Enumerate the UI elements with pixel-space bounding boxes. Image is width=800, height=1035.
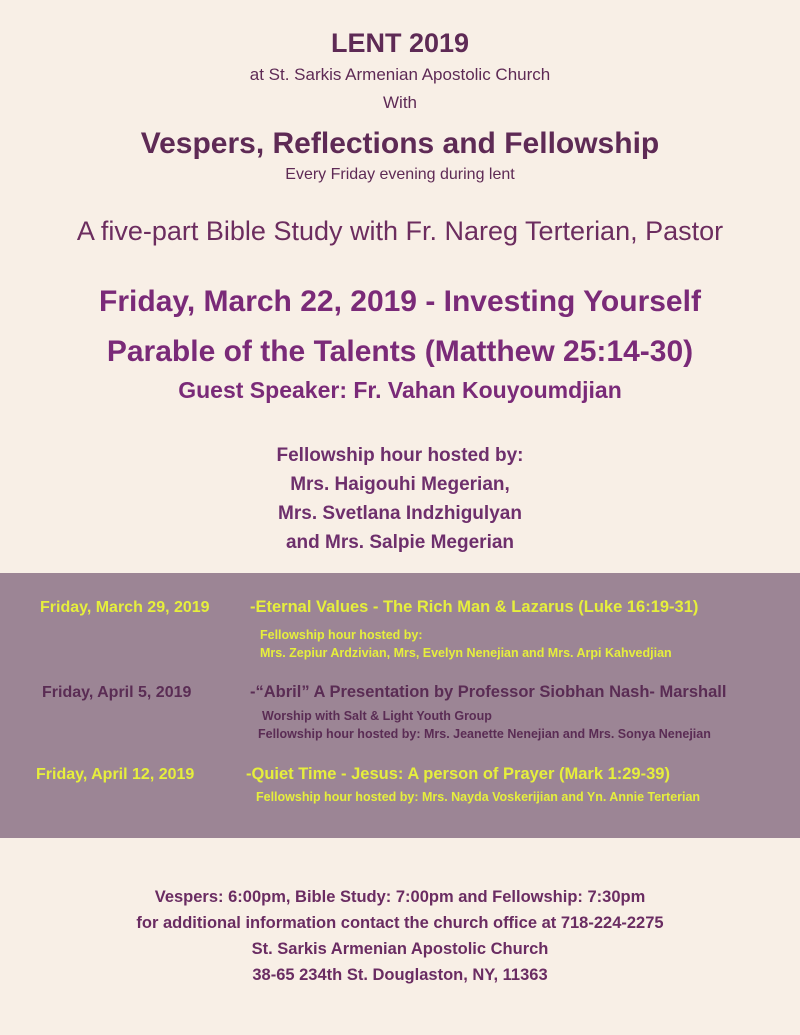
footer-contact: for additional information contact the church office at 718-224-2275 <box>136 914 664 932</box>
event-title: -“Abril” A Presentation by Professor Siobhan Nash- Marshall <box>250 683 727 701</box>
upcoming-events-band <box>0 573 800 838</box>
series-title: Vespers, Reflections and Fellowship <box>140 127 660 160</box>
feature-subtitle: Parable of the Talents (Matthew 25:14-30) <box>106 335 694 368</box>
footer-church: St. Sarkis Armenian Apostolic Church <box>251 940 549 958</box>
host-name: Mrs. Haigouhi Megerian, <box>290 474 510 495</box>
flyer-title: LENT 2019 <box>330 28 470 58</box>
host-name: and Mrs. Salpie Megerian <box>285 532 515 553</box>
event-date: Friday, March 29, 2019 <box>40 599 210 616</box>
event-note: Fellowship hour hosted by: <box>260 628 423 642</box>
feature-guest-speaker: Guest Speaker: Fr. Vahan Kouyoumdjian <box>178 377 622 403</box>
event-date: Friday, April 12, 2019 <box>36 766 195 783</box>
event-note: Mrs. Zepiur Ardzivian, Mrs, Evelyn Nenejian and Mrs. Arpi Kahvedjian <box>260 646 672 660</box>
schedule-line: Every Friday evening during lent <box>285 166 515 183</box>
with-line: With <box>383 93 417 112</box>
event-title: -Eternal Values - The Rich Man & Lazarus (Luke 16:19-31) <box>250 598 699 616</box>
footer-address: 38-65 234th St. Douglaston, NY, 11363 <box>252 966 548 984</box>
event-note: Fellowship hour hosted by: Mrs. Jeanette Nenejian and Mrs. Sonya Nenejian <box>258 727 711 741</box>
bible-study-line: A five-part Bible Study with Fr. Nareg Terterian, Pastor <box>76 216 724 246</box>
feature-hosts <box>0 441 800 557</box>
event-note: Worship with Salt & Light Youth Group <box>262 709 492 723</box>
event-date: Friday, April 5, 2019 <box>42 684 192 701</box>
venue-line: at St. Sarkis Armenian Apostolic Church <box>249 65 551 84</box>
event-title: -Quiet Time - Jesus: A person of Prayer (Mark 1:29-39) <box>246 765 670 783</box>
feature-date-title: Friday, March 22, 2019 - Investing Yourself <box>99 285 701 318</box>
footer-times: Vespers: 6:00pm, Bible Study: 7:00pm and Fellowship: 7:30pm <box>154 888 646 906</box>
footer-info <box>0 884 800 988</box>
event-note: Fellowship hour hosted by: Mrs. Nayda Voskerijian and Yn. Annie Terterian <box>256 790 701 804</box>
host-name: Mrs. Svetlana Indzhigulyan <box>278 503 522 524</box>
hosts-label: Fellowship hour hosted by: <box>276 445 524 466</box>
